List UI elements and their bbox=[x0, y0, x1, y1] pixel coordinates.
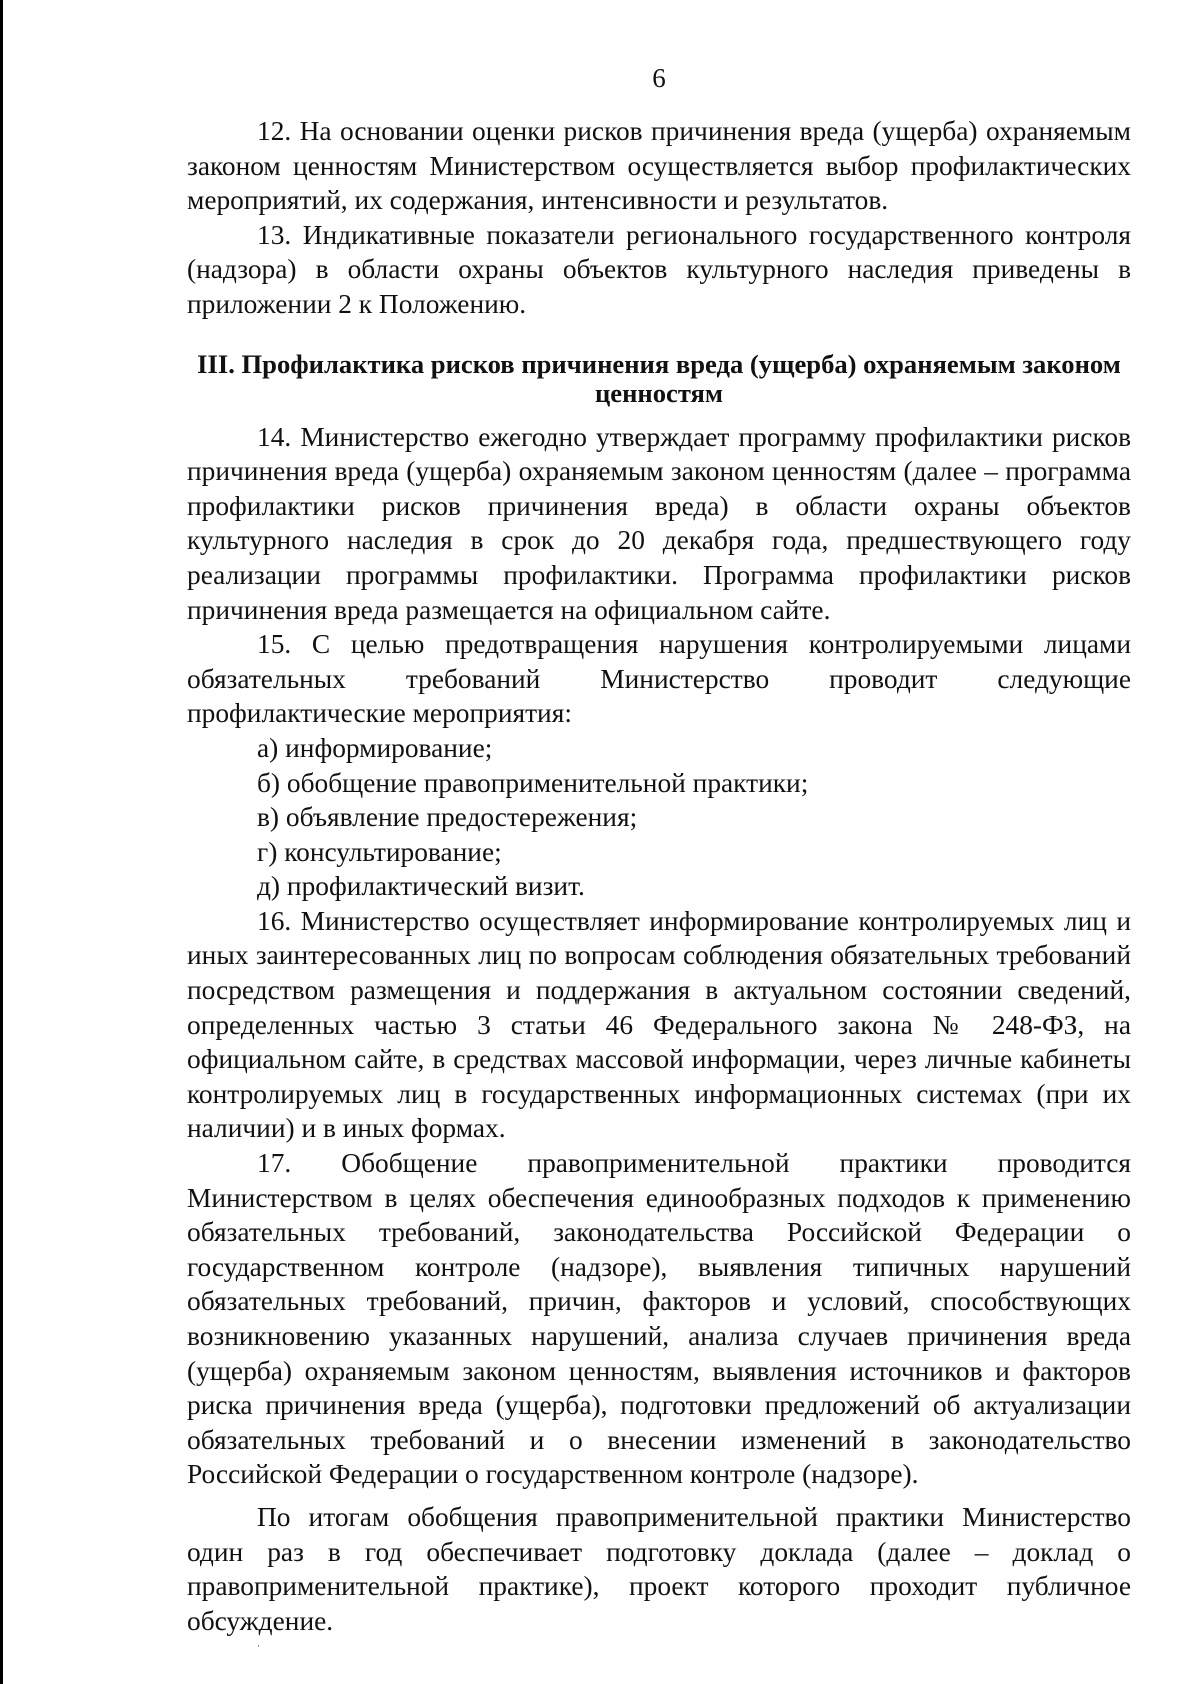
paragraph-17: 17. Обобщение правоприменительной практики проводится Министерством в целях обеспечения единообразных подходов к применению обязательных требований, законодательства Российской Федерации о государственном контроле (надзоре), выявления типичных нарушений обязательных требований, причин, факторов и условий, способствующих возникновению указанных нарушений, анализа случаев причинения вреда (ущерба) охраняемым законом ценностям, выявления источников и факторов риска причинения вреда (ущерба), подготовки предложений об актуализации обязательных требований и о внесении изменений в законодательство Российской Федерации о государственном контроле (надзоре). bbox=[187, 1148, 1131, 1490]
spacer bbox=[187, 322, 1131, 350]
measure-item-v: в) объявление предостережения; bbox=[257, 802, 638, 833]
paragraph-17-continued: По итогам обобщения правоприменительной практики Министерство один раз в год обеспечивает подготовку доклада (далее – доклад о правоприменительной практике), проект которого проходит публичное обсуждение. bbox=[187, 1501, 1131, 1636]
measure-item-b: б) обобщение правоприменительной практики; bbox=[257, 767, 809, 798]
paragraph-12: 12. На основании оценки рисков причинения вреда (ущерба) охраняемым законом ценностям Министерством осуществляется выбор профилактических мероприятий, их содержания, интенсивности и результатов. bbox=[187, 116, 1131, 216]
measure-item-a: а) информирование; bbox=[257, 732, 493, 763]
measure-item-g: г) консультирование; bbox=[257, 836, 502, 867]
spacer bbox=[187, 1492, 1131, 1500]
paragraph-14: 14. Министерство ежегодно утверждает программу профилактики рисков причинения вреда (ущерба) охраняемым законом ценностям (далее – программа профилактики рисков причинения вреда) в области охраны объектов культурного наследия в срок до 20 декабря года, предшествующего году реализации программы профилактики. Программа профилактики рисков причинения вреда размещается на официальном сайте. bbox=[187, 421, 1131, 625]
scan-speck bbox=[258, 1645, 259, 1647]
page-number: 6 bbox=[652, 63, 666, 93]
scan-left-edge bbox=[0, 0, 3, 1684]
paragraph-13: 13. Индикативные показатели регионального государственного контроля (надзора) в области охраны объектов культурного наследия приведены в приложении 2 к Положению. bbox=[187, 219, 1131, 319]
section-heading: III. Профилактика рисков причинения вреда (ущерба) охраняемым законом ценностям bbox=[197, 348, 1121, 408]
paragraph-15: 15. С целью предотвращения нарушения контролируемыми лицами обязательных требований Министерство проводит следующие профилактические мероприятия: bbox=[187, 629, 1131, 729]
paragraph-16: 16. Министерство осуществляет информирование контролируемых лиц и иных заинтересованных лиц по вопросам соблюдения обязательных требований посредством размещения и поддержания в актуальном состоянии сведений, определенных частью 3 статьи 46 Федерального закона № 248-ФЗ, на официальном сайте, в средствах массовой информации, через личные кабинеты контролируемых лиц в государственных информационных системах (при их наличии) и в иных формах. bbox=[187, 905, 1131, 1144]
document-body bbox=[187, 114, 1131, 1638]
spacer bbox=[187, 408, 1131, 420]
measure-item-d: д) профилактический визит. bbox=[257, 871, 585, 902]
